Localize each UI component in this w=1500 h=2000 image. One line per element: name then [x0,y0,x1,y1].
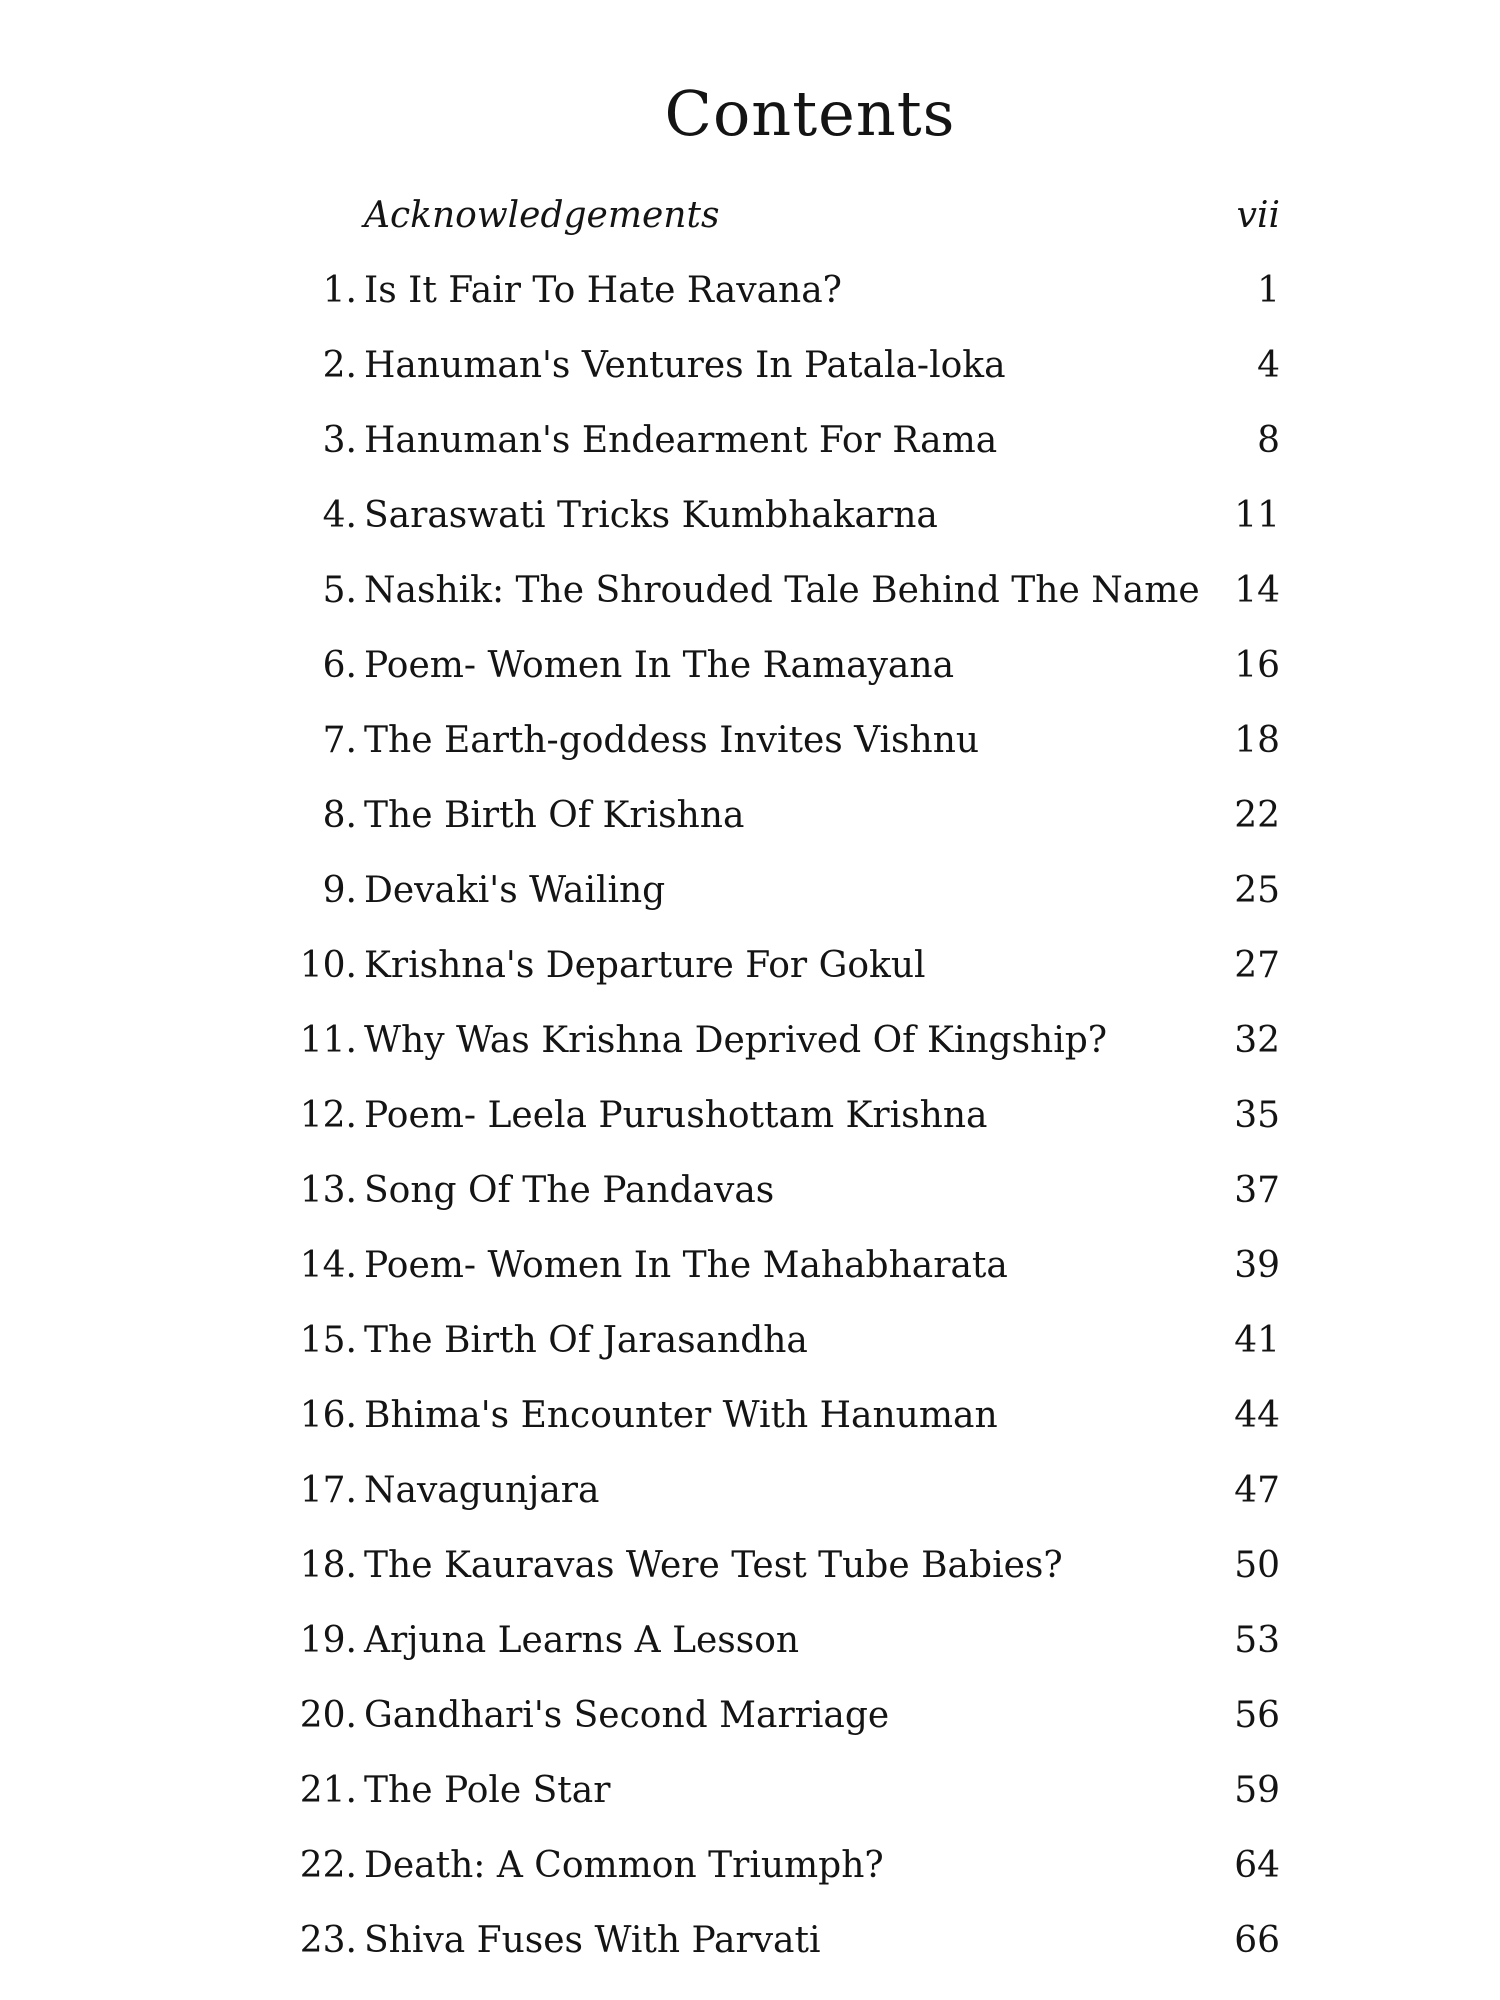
toc-entry-title: Bhima's Encounter With Hanuman [364,1395,998,1436]
toc-entry-number: 1. [322,270,357,311]
toc-entry [0,261,1500,321]
toc-entry-acknowledgements [0,186,1500,246]
toc-entry-title: Hanuman's Endearment For Rama [364,420,998,461]
toc-entry-title: Poem- Women In The Mahabharata [364,1245,1008,1286]
toc-entry-number: 13. [299,1170,357,1211]
toc-entry-page: 66 [1234,1920,1280,1961]
toc-entry-title: Poem- Women In The Ramayana [364,645,955,686]
toc-entry-number: 14. [299,1245,357,1286]
toc-entry-title: The Pole Star [364,1770,611,1811]
toc-entry-number: 18. [299,1545,357,1586]
toc-entry-page: 64 [1234,1845,1280,1886]
toc-entry-page: 50 [1234,1545,1280,1586]
toc-entry [0,1311,1500,1371]
toc-entry-number: 16. [299,1395,357,1436]
toc-entry-number: 10. [299,945,357,986]
toc-entry-number: 5. [322,570,357,611]
toc-entry [0,1536,1500,1596]
toc-entry-page: 35 [1234,1095,1280,1136]
toc-entry-title: The Kauravas Were Test Tube Babies? [364,1545,1063,1586]
toc-entry [0,1611,1500,1671]
toc-entry-title: Death: A Common Triumph? [364,1845,884,1886]
toc-entry-title: Krishna's Departure For Gokul [364,945,926,986]
toc-entry-title: Is It Fair To Hate Ravana? [364,270,842,311]
toc-entry-title: The Birth Of Jarasandha [364,1320,808,1361]
toc-entry-number: 11. [299,1020,357,1061]
toc-entry [0,411,1500,471]
toc-entry-title: Nashik: The Shrouded Tale Behind The Name [364,570,1200,611]
toc-entry-title: Saraswati Tricks Kumbhakarna [364,495,938,536]
toc-entry [0,336,1500,396]
toc-entry-page: 22 [1234,795,1280,836]
toc-entry-number: 3. [322,420,357,461]
toc-entry-page: 39 [1234,1245,1280,1286]
toc-entry-title: Hanuman's Ventures In Patala-loka [364,345,1006,386]
toc-entry-page: 8 [1257,420,1280,461]
toc-entry [0,711,1500,771]
toc-entry-number: 19. [299,1620,357,1661]
toc-entry-title: Devaki's Wailing [364,870,666,911]
toc-entry [0,861,1500,921]
toc-entry-number: 21. [299,1770,357,1811]
toc-entry-page: 56 [1234,1695,1280,1736]
toc-entry [0,1911,1500,1971]
toc-entry-number: 4. [322,495,357,536]
toc-entry-page: 44 [1234,1395,1280,1436]
toc-entry-number: 7. [322,720,357,761]
toc-entry [0,1386,1500,1446]
toc-entry-title: Poem- Leela Purushottam Krishna [364,1095,988,1136]
toc-entry-number: 12. [299,1095,357,1136]
toc-entry [0,1836,1500,1896]
toc-entry [0,1461,1500,1521]
toc-entry-page: 14 [1234,570,1280,611]
toc-entry-page: 18 [1234,720,1280,761]
toc-entry-page: 53 [1234,1620,1280,1661]
toc-entry-page: 16 [1234,645,1280,686]
toc-entry [0,786,1500,846]
toc-entry-number: 22. [299,1845,357,1886]
toc-entry-title: Arjuna Learns A Lesson [364,1620,800,1661]
toc-entry-title: Acknowledgements [364,195,720,236]
toc-entry [0,1086,1500,1146]
toc-entry-page: 41 [1234,1320,1280,1361]
toc-entry-page: 32 [1234,1020,1280,1061]
toc-entry-page: 37 [1234,1170,1280,1211]
page-title: Contents [664,77,956,150]
toc-entry-title: Navagunjara [364,1470,600,1511]
toc-entry [0,636,1500,696]
toc-entry [0,1686,1500,1746]
toc-entry [0,1761,1500,1821]
toc-entry-title: The Birth Of Krishna [364,795,745,836]
toc-entry [0,561,1500,621]
toc-entry [0,486,1500,546]
toc-entry-page: 1 [1257,270,1280,311]
toc-entry-title: Shiva Fuses With Parvati [364,1920,821,1961]
toc-entry-page: vii [1236,195,1280,236]
toc-entry-number: 15. [299,1320,357,1361]
toc-entry-page: 11 [1234,495,1280,536]
toc-entry-page: 4 [1257,345,1280,386]
toc-entry-number: 23. [299,1920,357,1961]
toc-entry [0,1161,1500,1221]
toc-entry-number: 6. [322,645,357,686]
toc-entry-number: 8. [322,795,357,836]
toc-entry-page: 27 [1234,945,1280,986]
toc-entry [0,1011,1500,1071]
toc-entry-page: 25 [1234,870,1280,911]
toc-entry-title: Why Was Krishna Deprived Of Kingship? [364,1020,1108,1061]
toc-entry [0,936,1500,996]
toc-entry-number: 9. [322,870,357,911]
toc-entry-number: 2. [322,345,357,386]
toc-entry-title: Song Of The Pandavas [364,1170,775,1211]
toc-entry-number: 20. [299,1695,357,1736]
toc-entry [0,1236,1500,1296]
toc-entry-title: Gandhari's Second Marriage [364,1695,890,1736]
toc-entry-page: 59 [1234,1770,1280,1811]
toc-entry-number: 17. [299,1470,357,1511]
toc-entry-title: The Earth-goddess Invites Vishnu [364,720,980,761]
toc-entry-page: 47 [1234,1470,1280,1511]
